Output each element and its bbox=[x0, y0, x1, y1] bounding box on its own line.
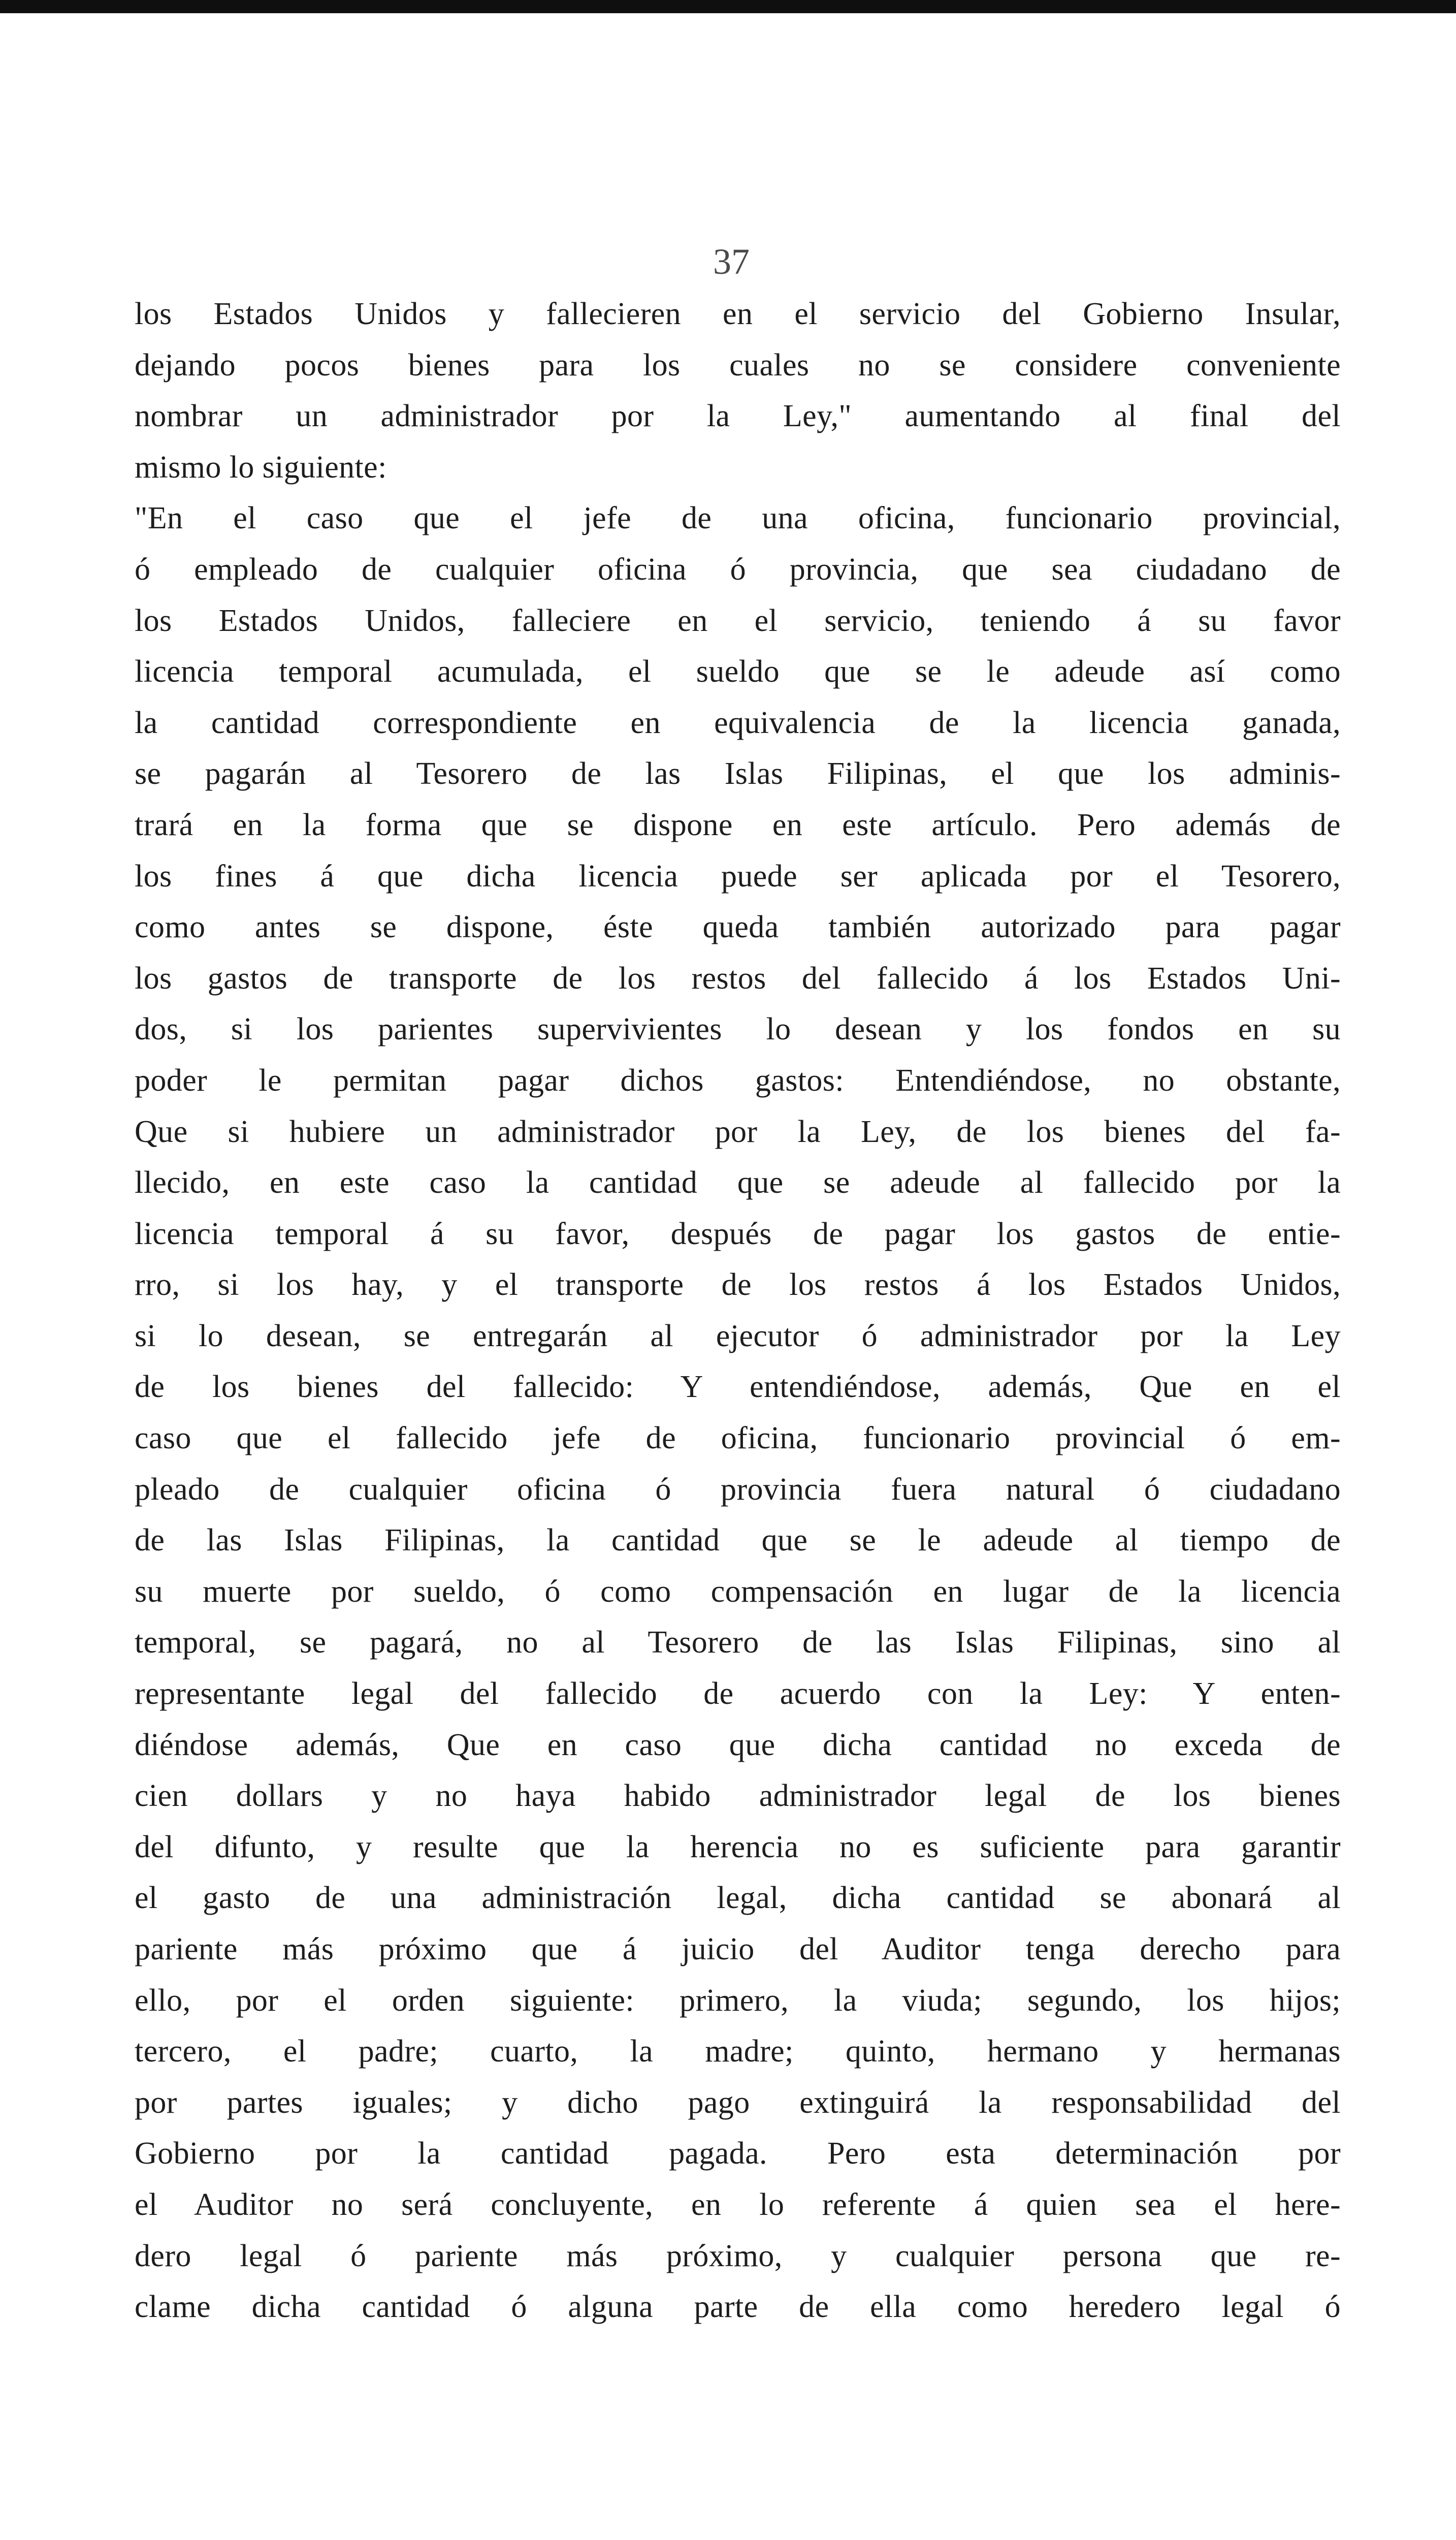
text-line: dero legal ó pariente más próximo, y cualquier persona que re- bbox=[135, 2238, 1341, 2273]
text-line: licencia temporal á su favor, después de pagar los gastos de entie- bbox=[135, 1216, 1341, 1251]
text-line: de los bienes del fallecido: Y entendiéndose, además, Que en el bbox=[135, 1370, 1341, 1405]
text-line: pariente más próximo que á juicio del Auditor tenga derecho para bbox=[135, 1932, 1341, 1966]
text-line: nombrar un administrador por la Ley," aumentando al final del bbox=[135, 399, 1341, 434]
text-line: pleado de cualquier oficina ó provincia fuera natural ó ciudadano bbox=[135, 1472, 1341, 1507]
text-line: licencia temporal acumulada, el sueldo que se le adeude así como bbox=[135, 654, 1341, 689]
text-line: mismo lo siguiente: bbox=[135, 450, 387, 485]
text-line: de las Islas Filipinas, la cantidad que se le adeude al tiempo de bbox=[135, 1523, 1341, 1558]
text-line: llecido, en este caso la cantidad que se adeude al fallecido por la bbox=[135, 1165, 1341, 1200]
text-line: el Auditor no será concluyente, en lo referente á quien sea el here- bbox=[135, 2187, 1341, 2222]
text-line: dejando pocos bienes para los cuales no se considere conveniente bbox=[135, 347, 1341, 383]
text-line: por partes iguales; y dicho pago extinguirá la responsabilidad del bbox=[135, 2085, 1341, 2120]
text-line: del difunto, y resulte que la herencia no es suficiente para garantir bbox=[135, 1829, 1341, 1864]
text-line: poder le permitan pagar dichos gastos: Entendiéndose, no obstante, bbox=[135, 1063, 1341, 1098]
text-line: si lo desean, se entregarán al ejecutor ó administrador por la Ley bbox=[135, 1318, 1341, 1353]
page-number: 37 bbox=[713, 241, 750, 282]
text-line: dos, si los parientes supervivientes lo desean y los fondos en su bbox=[135, 1012, 1341, 1047]
text-line: como antes se dispone, éste queda también autorizado para pagar bbox=[135, 910, 1341, 945]
body-text bbox=[135, 289, 1341, 2333]
text-line: los gastos de transporte de los restos del fallecido á los Estados Uni- bbox=[135, 961, 1341, 996]
text-line: cien dollars y no haya habido administrador legal de los bienes bbox=[135, 1779, 1341, 1814]
text-line: "En el caso que el jefe de una oficina, funcionario provincial, bbox=[135, 501, 1341, 536]
text-line: los Estados Unidos y fallecieren en el servicio del Gobierno Insular, bbox=[135, 297, 1341, 331]
text-line: los Estados Unidos, falleciere en el servicio, teniendo á su favor bbox=[135, 603, 1341, 638]
text-line: ó empleado de cualquier oficina ó provincia, que sea ciudadano de bbox=[135, 552, 1341, 587]
text-line: ello, por el orden siguiente: primero, la viuda; segundo, los hijos; bbox=[135, 1983, 1341, 2018]
text-line: su muerte por sueldo, ó como compensación en lugar de la licencia bbox=[135, 1574, 1341, 1609]
text-line: diéndose además, Que en caso que dicha cantidad no exceda de bbox=[135, 1727, 1341, 1762]
scan-border-top bbox=[0, 0, 1456, 13]
text-line: los fines á que dicha licencia puede ser aplicada por el Tesorero, bbox=[135, 859, 1341, 894]
text-line: Que si hubiere un administrador por la Ley, de los bienes del fa- bbox=[135, 1114, 1341, 1149]
text-line: caso que el fallecido jefe de oficina, funcionario provincial ó em- bbox=[135, 1421, 1341, 1456]
text-line: tercero, el padre; cuarto, la madre; quinto, hermano y hermanas bbox=[135, 2034, 1341, 2069]
text-line: temporal, se pagará, no al Tesorero de las Islas Filipinas, sino al bbox=[135, 1625, 1341, 1660]
text-line: representante legal del fallecido de acuerdo con la Ley: Y enten- bbox=[135, 1676, 1341, 1711]
text-line: rro, si los hay, y el transporte de los restos á los Estados Unidos, bbox=[135, 1267, 1341, 1303]
text-line: se pagarán al Tesorero de las Islas Filipinas, el que los adminis- bbox=[135, 756, 1341, 791]
text-line: clame dicha cantidad ó alguna parte de ella como heredero legal ó bbox=[135, 2290, 1341, 2325]
text-line: Gobierno por la cantidad pagada. Pero esta determinación por bbox=[135, 2136, 1341, 2171]
text-line: trará en la forma que se dispone en este artículo. Pero además de bbox=[135, 807, 1341, 842]
text-line: el gasto de una administración legal, dicha cantidad se abonará al bbox=[135, 1881, 1341, 1916]
text-line: la cantidad correspondiente en equivalencia de la licencia ganada, bbox=[135, 705, 1341, 740]
